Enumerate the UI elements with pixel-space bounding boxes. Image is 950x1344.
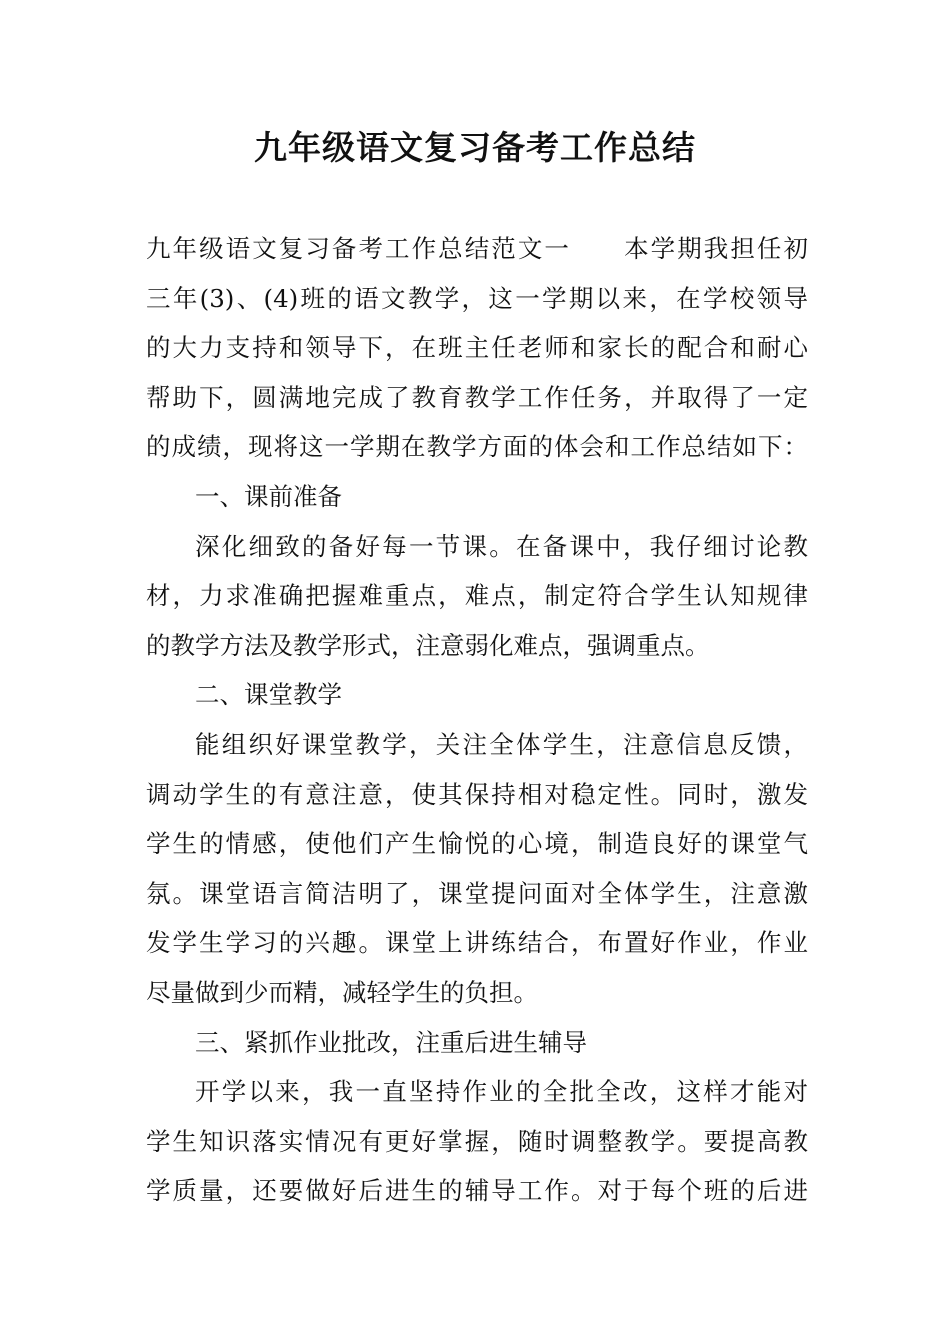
text-line: 能组织好课堂教学，关注全体学生，注意信息反馈， xyxy=(195,729,808,759)
text-line: 深化细致的备好每一节课。在备课中，我仔细讨论教 xyxy=(195,531,808,561)
intro-paragraph xyxy=(146,224,808,472)
section-heading xyxy=(146,1018,808,1068)
text-line: 开学以来，我一直坚持作业的全批全改，这样才能对 xyxy=(195,1077,808,1107)
document-body xyxy=(146,224,808,1216)
text-line: 的成绩，现将这一学期在教学方面的体会和工作总结如下： xyxy=(146,432,808,462)
document-title: 九年级语文复习备考工作总结 xyxy=(254,128,696,167)
text-line: 三年(3)、(4)班的语文教学，这一学期以来，在学校领导 xyxy=(146,283,808,313)
text-line: 帮助下，圆满地完成了教育教学工作任务，并取得了一定 xyxy=(146,382,808,412)
section-heading xyxy=(146,472,808,522)
text-line: 九年级语文复习备考工作总结范文一 本学期我担任初 xyxy=(146,234,808,263)
heading-text: 三、紧抓作业批改，注重后进生辅导 xyxy=(195,1027,587,1057)
text-line: 尽量做到少而精，减轻学生的负担。 xyxy=(146,977,538,1007)
section2-paragraph xyxy=(146,720,808,1018)
text-line: 调动学生的有意注意，使其保持相对稳定性。同时，激发 xyxy=(146,779,808,809)
text-line: 学生知识落实情况有更好掌握，随时调整教学。要提高教 xyxy=(146,1126,808,1156)
text-line: 学质量，还要做好后进生的辅导工作。对于每个班的后进 xyxy=(146,1176,808,1206)
heading-text: 二、课堂教学 xyxy=(195,680,342,710)
text-line: 氛。课堂语言简洁明了，课堂提问面对全体学生，注意激 xyxy=(146,878,808,908)
text-line: 发学生学习的兴趣。课堂上讲练结合，布置好作业，作业 xyxy=(146,928,808,958)
section1-paragraph xyxy=(146,522,808,671)
section-heading xyxy=(146,670,808,720)
text-line: 学生的情感，使他们产生愉悦的心境，制造良好的课堂气 xyxy=(146,829,808,859)
section3-paragraph xyxy=(146,1067,808,1216)
text-line: 的教学方法及教学形式，注意弱化难点，强调重点。 xyxy=(146,630,710,660)
text-line: 材，力求准确把握难重点，难点，制定符合学生认知规律 xyxy=(146,581,808,611)
heading-text: 一、课前准备 xyxy=(195,481,342,511)
text-line: 的大力支持和领导下，在班主任老师和家长的配合和耐心 xyxy=(146,333,808,363)
